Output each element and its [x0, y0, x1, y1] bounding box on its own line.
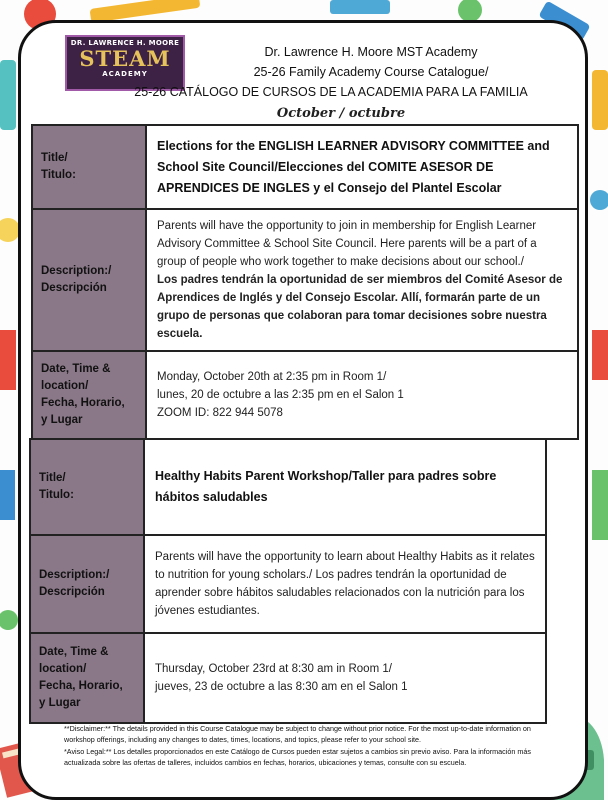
- catalogue-page: [18, 20, 588, 800]
- logo-bottom-text: ACADEMY: [102, 70, 148, 78]
- header-catalogue-en: 25-26 Family Academy Course Catalogue/: [253, 65, 489, 79]
- logo-steam-text: STEAM: [79, 46, 171, 71]
- star-icon: [0, 218, 20, 242]
- table-row: [30, 535, 546, 633]
- bubble-icon: [590, 190, 608, 210]
- date-label: Date, Time & location/ Fecha, Horario, y Lugar: [32, 351, 146, 439]
- school-logo: [65, 35, 185, 91]
- leaf-icon: [592, 470, 608, 540]
- section-healthy-habits-table: [29, 438, 547, 724]
- date-label: Date, Time & location/ Fecha, Horario, y Lugar: [30, 633, 144, 723]
- date-line-spanish: jueves, 23 de octubre a las 8:30 am en el Salon 1: [155, 681, 408, 693]
- event-title: Healthy Habits Parent Workshop/Taller para padres sobre hábitos saludables: [144, 439, 546, 535]
- table-row: [32, 351, 578, 439]
- ruler-icon: [330, 0, 390, 14]
- glue-icon: [592, 70, 608, 130]
- title-label: Title/ Titulo:: [30, 439, 144, 535]
- description-spanish: Los padres tendrán la oportunidad de ser miembros del Comité Asesor de Aprendices de Inglés y del Consejo Escolar. Allí, formarán parte de un grupo de personas que colaboran para tomar decisiones sobre nuestra escuela.: [157, 274, 563, 340]
- event-date-location: [144, 633, 546, 723]
- description-label: Description:/ Descripción: [32, 209, 146, 351]
- event-date-location: [146, 351, 578, 439]
- date-line-english: Monday, October 20th at 2:35 pm in Room 1/: [157, 371, 387, 383]
- month-title: October / octubre: [276, 106, 406, 121]
- disclaimer-spanish: *Aviso Legal:** Los detalles proporcionados en este Catálogo de Cursos pueden estar sujetos a cambios sin previo aviso. Para la información más actualizada sobre las ofertas de talleres, incluidos cambios en fechas, horarios, ubicaciones y temas, consulte con su escuela.: [64, 746, 531, 767]
- description-english: Parents will have the opportunity to join in membership for English Learner Advisory Committee & School Site Council. Here parents will be a part of a group of people who work together to make decisions about our school./: [157, 220, 537, 268]
- date-line-spanish: lunes, 20 de octubre a las 2:35 pm en el Salon 1: [157, 389, 404, 401]
- disclaimer-english: **Disclaimer:** The details provided in this Course Catalogue may be subject to change without prior notice. For the most up-to-date information on workshop offerings, including any changes to dates, times, locations, and topics, please refer to your school site.: [64, 724, 531, 745]
- section-elac-table: [31, 124, 579, 440]
- zoom-id: ZOOM ID: 822 944 5078: [157, 407, 283, 419]
- notebook-icon: [0, 470, 15, 520]
- globe-icon: [458, 0, 482, 22]
- event-description: [146, 209, 578, 351]
- book-icon: [0, 330, 16, 390]
- table-row: [30, 633, 546, 723]
- marker-icon: [0, 60, 16, 130]
- table-row: [32, 209, 578, 351]
- paint-icon: [0, 610, 18, 630]
- logo-top-text: DR. LAWRENCE H. MOORE: [70, 39, 180, 47]
- description-label: Description:/ Descripción: [30, 535, 144, 633]
- disclaimer: [64, 723, 542, 768]
- event-description: Parents will have the opportunity to learn about Healthy Habits as it relates to nutrition for young scholars./ Los padres tendrán la oportunidad de aprender sobre hábitos saludables relacionados con la nutrición para los jóvenes estudiantes.: [144, 535, 546, 633]
- table-row: [30, 439, 546, 535]
- heart-icon: [592, 330, 608, 380]
- table-row: [32, 125, 578, 209]
- event-title: Elections for the ENGLISH LEARNER ADVISORY COMMITTEE and School Site Council/Elecciones del COMITE ASESOR DE APRENDICES DE INGLES y el Consejo del Plantel Escolar: [146, 125, 578, 209]
- header-school-name: Dr. Lawrence H. Moore MST Academy: [264, 45, 478, 59]
- title-label: Title/ Titulo:: [32, 125, 146, 209]
- header-catalogue-es: 25-26 CATÁLOGO DE CURSOS DE LA ACADEMIA PARA LA FAMILIA: [134, 85, 528, 99]
- date-line-english: Thursday, October 23rd at 8:30 am in Room 1/: [155, 663, 392, 675]
